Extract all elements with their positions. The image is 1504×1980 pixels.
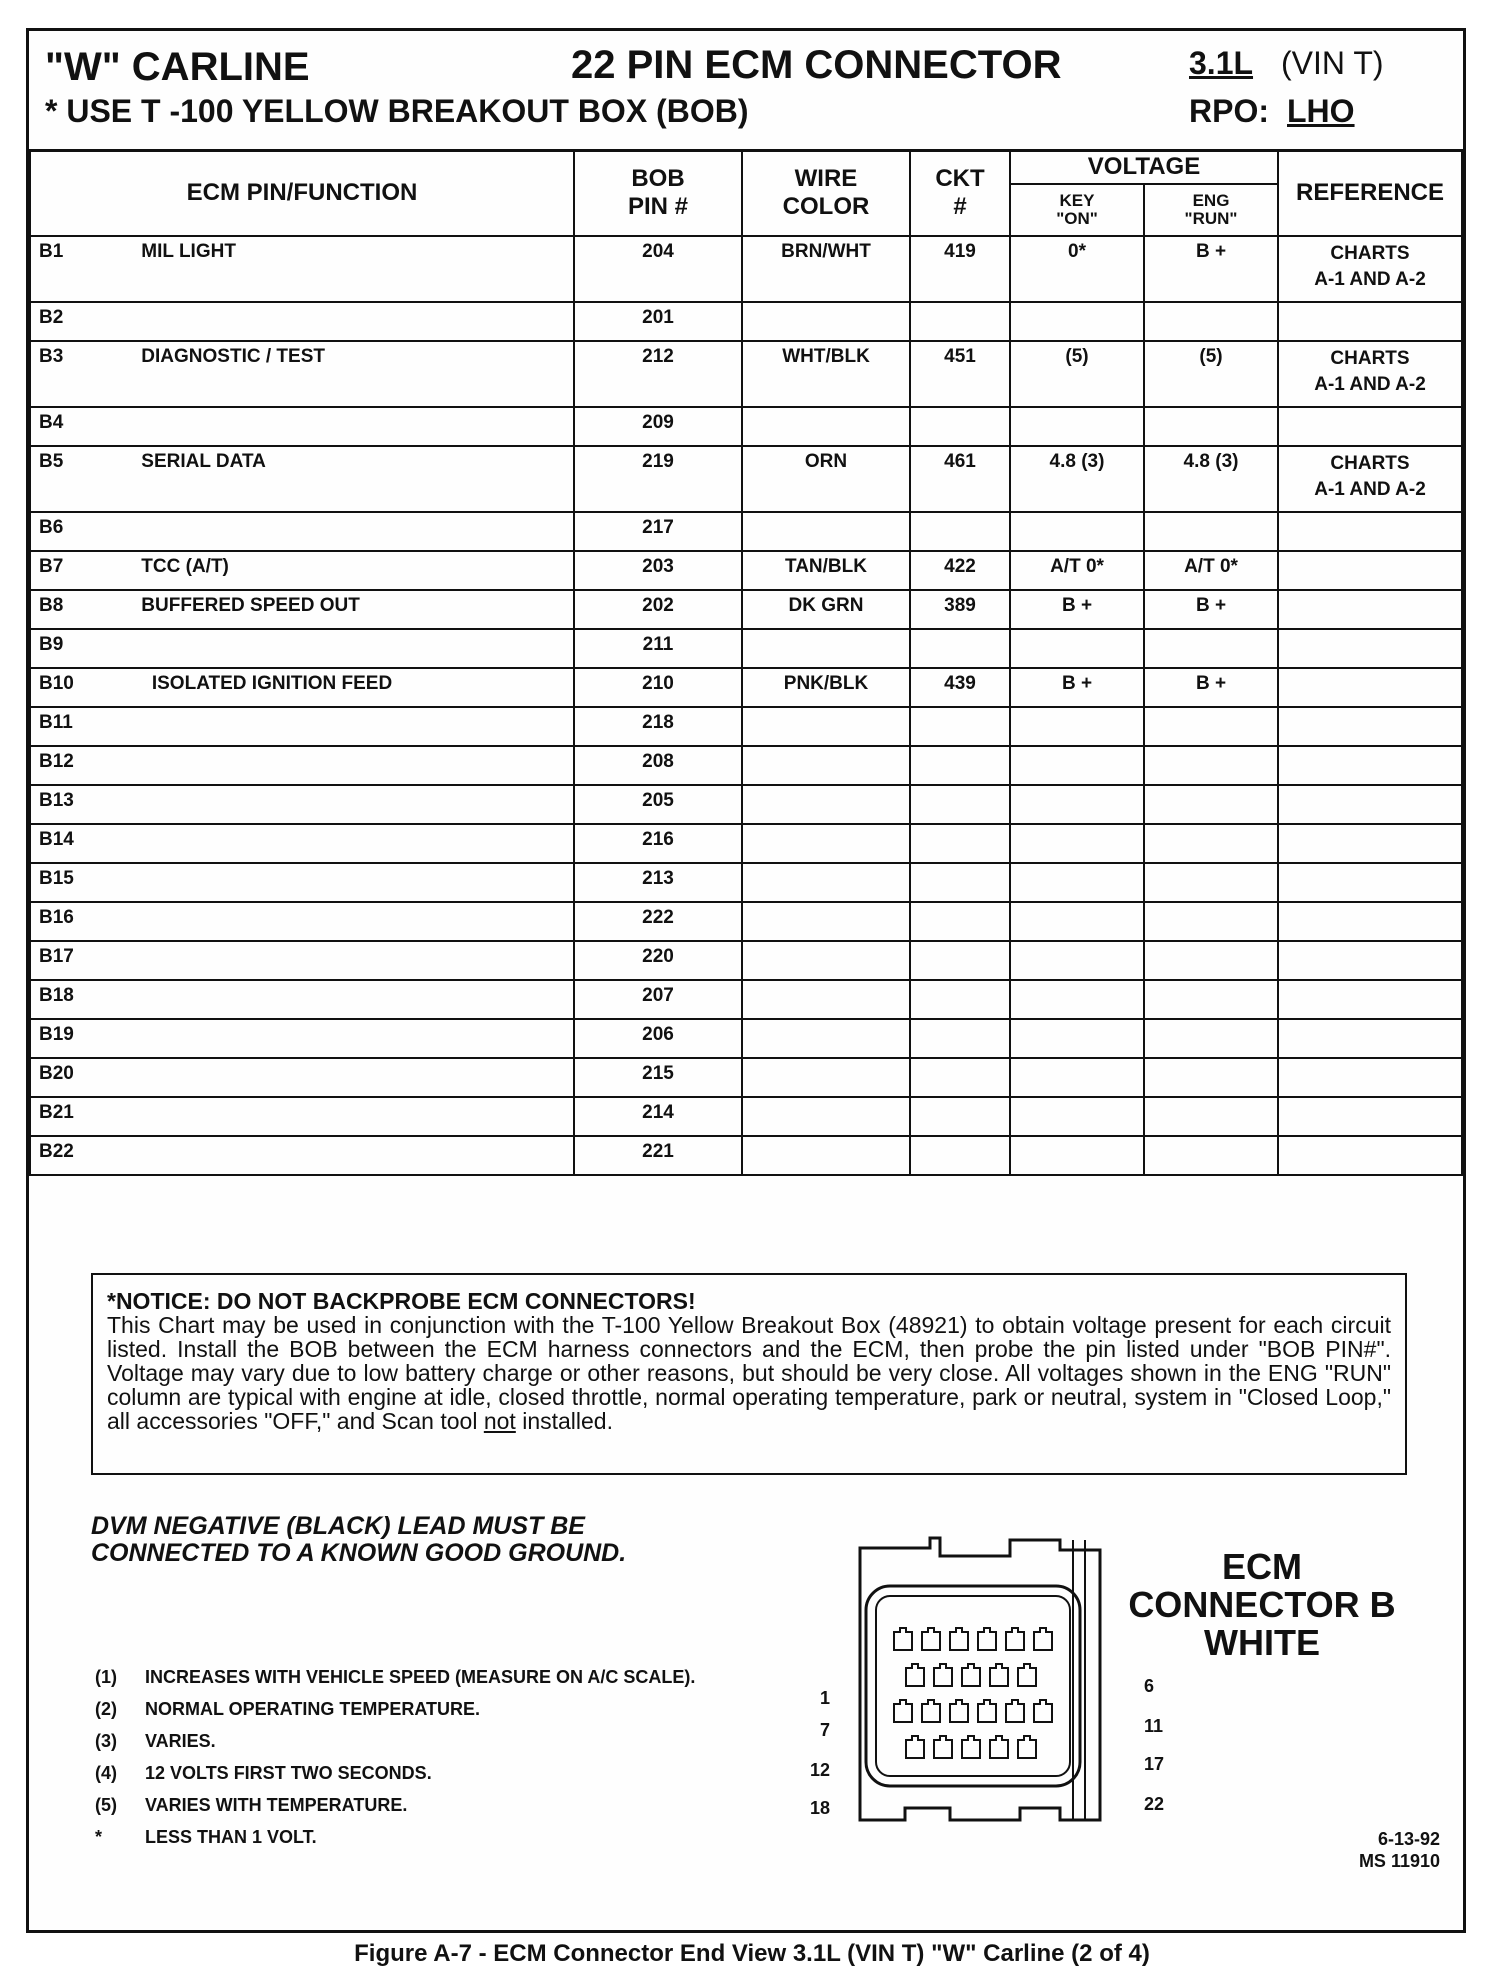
eng-run-cell [1144,902,1278,941]
ckt-cell [910,1097,1010,1136]
connector-diagram [820,1530,1120,1830]
eng-run-cell [1144,512,1278,551]
pin-cell: B6 [30,512,574,551]
table-row [30,941,1462,980]
pin-cell: B2 [30,302,574,341]
pin-label-1: 1 [820,1688,831,1708]
ckt-cell [910,824,1010,863]
pin-cavities [894,1628,1052,1758]
bob-pin-cell: 217 [574,512,742,551]
reference-cell [1278,707,1462,746]
notice-heading: *NOTICE: DO NOT BACKPROBE ECM CONNECTORS! [107,1288,696,1314]
key-on-cell [1010,980,1144,1019]
table-row [30,1136,1462,1175]
wire-color-cell: BRN/WHT [742,236,910,302]
key-on-cell [1010,1058,1144,1097]
wire-color-cell [742,1019,910,1058]
notice-body: This Chart may be used in conjunction with the T-100 Yellow Breakout Box (48921) to obtain voltage present for each circuit listed. Install the BOB between the ECM harness connectors and the ECM, then probe the pin listed under "BOB PIN#". Voltage may vary due to low battery charge or other reasons, but should be very close. All voltages shown in the ENG "RUN" column are typical with engine at idle, closed throttle, normal operating temperature, park or neutral, system in "Closed Loop," all accessories "OFF," and Scan tool not installed. [107,1312,1391,1434]
bob-pin-cell: 205 [574,785,742,824]
pin-cavity [1006,1628,1024,1650]
key-on-cell [1010,707,1144,746]
ckt-cell: 451 [910,341,1010,407]
reference-cell [1278,590,1462,629]
reference-cell [1278,1097,1462,1136]
wire-color-cell [742,1058,910,1097]
reference-cell: CHARTS A-1 AND A-2 [1278,341,1462,407]
wire-color-cell: DK GRN [742,590,910,629]
key-on-cell: B + [1010,668,1144,707]
table-row [30,236,1462,302]
engine-label: 3.1L [1189,45,1254,81]
pin-table [29,149,1463,1176]
key-on-cell [1010,1019,1144,1058]
reference-cell [1278,980,1462,1019]
dvm-warning: DVM NEGATIVE (BLACK) LEAD MUST BE CONNECTED TO A KNOWN GOOD GROUND. [91,1512,627,1567]
eng-run-cell: B + [1144,668,1278,707]
bob-pin-cell: 207 [574,980,742,1019]
table-row [30,707,1462,746]
bob-pin-cell: 202 [574,590,742,629]
table-row [30,980,1462,1019]
pin-cavity [1034,1700,1052,1722]
chart-sheet: "W" CARLINE * USE T -100 YELLOW BREAKOUT BOX (BOB) 22 PIN ECM CONNECTOR 3.1L (VIN T) RPO: LHO ECM PIN/FUNCTION BOB PIN # WIRE COLOR CKT # VOLTAGE REFERENCE KEY "ON" ENG "RUN" B1 MIL LIGHT 204 BRN/WHT 419 0* B + CHARTS A-1 AND A-2 B2 201 B3 DIAGNOSTIC / TEST 212 WHT/BLK 451 (5) (5) CHARTS A-1 AND A-2 B4 209 B5 SERIAL DATA 219 ORN 461 4.8 (3) 4.8 (3) CHARTS A-1 AND A-2 B6 217 B7 TCC (A/T) 203 TAN/BLK 422 A/T 0* A/T 0* B8 BUFFERED SPEED OUT 202 DK GRN 389 B + B + B9 211 B10 ISOLATED IGNITION FEED 210 PNK/BLK 439 B + B + B11 218 B12 208 B13 205 B14 216 B15 213 B16 222 B17 220 B18 207 B19 206 B20 215 B21 214 B22 221 *NOTICE: DO NOT BACKPROBE ECM CONNECTORS! This Chart may be used in conjunction with the T-100 Yellow Breakout Box (48921) to obtain voltage present for each circuit listed. Install the BOB between the ECM harness connectors and the ECM, then probe the pin listed under "BOB PIN#". Voltage may vary due to low battery charge or other reasons, but should be very close. All voltages shown in the ENG "RUN" column are typical with engine at idle, closed throttle, normal operating temperature, park or neutral, system in "Closed Loop," all accessories "OFF," and Scan tool not installed. DVM NEGATIVE (BLACK) LEAD MUST BE CONNECTED TO A KNOWN GOOD GROUND. (1) INCREASES WITH VEHICLE SPEED (MEASURE ON A/C SCALE). (2) NORMAL OPERATING TEMPERATURE. (3) VARIES. (4) 12 VOLTS FIRST TWO SECONDS. (5) VARIES WITH TEMPERATURE. * LESS THAN 1 VOLT. [26,28,1466,1933]
table-row [30,1019,1462,1058]
pin-cavity [1018,1736,1036,1758]
pin-cavity [906,1736,924,1758]
ckt-cell [910,980,1010,1019]
ckt-cell [910,746,1010,785]
key-on-cell: 0* [1010,236,1144,302]
key-on-cell: B + [1010,590,1144,629]
bob-pin-cell: 213 [574,863,742,902]
wire-color-cell [742,407,910,446]
table-row [30,446,1462,512]
pin-cell: B20 [30,1058,574,1097]
key-on-cell [1010,941,1144,980]
key-on-cell [1010,785,1144,824]
bob-pin-cell: 219 [574,446,742,512]
pin-cell: B18 [30,980,574,1019]
key-on-cell [1010,902,1144,941]
eng-run-cell: (5) [1144,341,1278,407]
col-bob-pin: BOB PIN # [574,150,742,236]
pin-cell: B17 [30,941,574,980]
bob-pin-cell: 220 [574,941,742,980]
pin-cell: B5 SERIAL DATA [30,446,574,512]
table-row [30,341,1462,407]
reference-cell [1278,746,1462,785]
pin-cavity [962,1664,980,1686]
table-row [30,1097,1462,1136]
col-key-on: KEY "ON" [1010,184,1144,236]
bob-pin-cell: 222 [574,902,742,941]
wire-color-cell [742,1136,910,1175]
key-on-cell: 4.8 (3) [1010,446,1144,512]
wire-color-cell [742,746,910,785]
reference-cell [1278,407,1462,446]
key-on-cell [1010,1097,1144,1136]
key-on-cell [1010,746,1144,785]
key-on-cell: A/T 0* [1010,551,1144,590]
ckt-cell [910,902,1010,941]
connector-b-title: ECM CONNECTOR B WHITE [1128,1546,1396,1663]
table-row [30,902,1462,941]
carline-title: "W" CARLINE [45,45,310,89]
pin-label-7: 7 [820,1720,831,1740]
eng-run-cell: 4.8 (3) [1144,446,1278,512]
wire-color-cell [742,941,910,980]
pin-cell: B11 [30,707,574,746]
pin-cell: B16 [30,902,574,941]
document-id: 6-13-92 MS 11910 [1358,1829,1440,1871]
wire-color-cell [742,902,910,941]
pin-cavity [990,1664,1008,1686]
eng-run-cell [1144,824,1278,863]
pin-cavity [950,1628,968,1650]
reference-cell [1278,551,1462,590]
reference-cell [1278,863,1462,902]
wire-color-cell [742,707,910,746]
eng-run-cell [1144,302,1278,341]
reference-cell [1278,1058,1462,1097]
bob-pin-cell: 210 [574,668,742,707]
wire-color-cell [742,1097,910,1136]
pin-cell: B7 TCC (A/T) [30,551,574,590]
ckt-cell [910,941,1010,980]
eng-run-cell [1144,1019,1278,1058]
ckt-cell: 439 [910,668,1010,707]
ckt-cell [910,512,1010,551]
pin-cavity [962,1736,980,1758]
ckt-cell [910,1019,1010,1058]
ckt-cell [910,707,1010,746]
table-row [30,863,1462,902]
ckt-cell [910,302,1010,341]
reference-cell [1278,512,1462,551]
key-on-cell [1010,302,1144,341]
pin-cavity [950,1700,968,1722]
eng-run-cell: A/T 0* [1144,551,1278,590]
eng-run-cell: B + [1144,236,1278,302]
col-eng-run: ENG "RUN" [1144,184,1278,236]
wire-color-cell [742,863,910,902]
eng-run-cell [1144,941,1278,980]
pin-cavity [1018,1664,1036,1686]
bob-pin-cell: 201 [574,302,742,341]
reference-cell: CHARTS A-1 AND A-2 [1278,446,1462,512]
pin-cavity [906,1664,924,1686]
pin-cell: B10 ISOLATED IGNITION FEED [30,668,574,707]
pin-label-6: 6 [1144,1676,1155,1696]
col-voltage: VOLTAGE [1010,150,1278,184]
table-row [30,302,1462,341]
bob-pin-cell: 218 [574,707,742,746]
key-on-cell [1010,512,1144,551]
ckt-cell: 389 [910,590,1010,629]
key-on-cell [1010,824,1144,863]
pin-cavity [894,1700,912,1722]
col-pin-function: ECM PIN/FUNCTION [30,150,574,236]
key-on-cell [1010,1136,1144,1175]
table-row [30,407,1462,446]
eng-run-cell [1144,707,1278,746]
reference-cell [1278,785,1462,824]
eng-run-cell [1144,746,1278,785]
wire-color-cell: ORN [742,446,910,512]
bob-pin-cell: 216 [574,824,742,863]
pin-cell: B21 [30,1097,574,1136]
pin-cell: B4 [30,407,574,446]
bob-pin-cell: 204 [574,236,742,302]
table-row [30,1058,1462,1097]
key-on-cell [1010,407,1144,446]
reference-cell [1278,824,1462,863]
reference-cell [1278,902,1462,941]
reference-cell: CHARTS A-1 AND A-2 [1278,236,1462,302]
pin-cell: B19 [30,1019,574,1058]
table-row [30,785,1462,824]
pin-label-12: 12 [810,1760,831,1780]
figure-caption: Figure A-7 - ECM Connector End View 3.1L (VIN T) "W" Carline (2 of 4) [354,1940,1150,1967]
wire-color-cell: PNK/BLK [742,668,910,707]
ckt-cell [910,407,1010,446]
eng-run-cell [1144,629,1278,668]
pin-cavity [1006,1700,1024,1722]
pin-cell: B12 [30,746,574,785]
col-reference: REFERENCE [1278,150,1462,236]
reference-cell [1278,668,1462,707]
wire-color-cell [742,302,910,341]
pin-cell: B3 DIAGNOSTIC / TEST [30,341,574,407]
pin-cell: B14 [30,824,574,863]
reference-cell [1278,629,1462,668]
wire-color-cell [742,980,910,1019]
table-row [30,590,1462,629]
col-ckt: CKT # [910,150,1010,236]
table-row [30,512,1462,551]
bob-instruction: * USE T -100 YELLOW BREAKOUT BOX (BOB) [45,93,749,129]
bob-pin-cell: 211 [574,629,742,668]
table-row [30,746,1462,785]
pin-label-17: 17 [1144,1754,1165,1774]
pin-cavity [922,1628,940,1650]
bob-pin-cell: 221 [574,1136,742,1175]
bob-pin-cell: 214 [574,1097,742,1136]
reference-cell [1278,1136,1462,1175]
ckt-cell [910,863,1010,902]
ckt-cell [910,1136,1010,1175]
ckt-cell [910,1058,1010,1097]
key-on-cell [1010,863,1144,902]
pin-label-11: 11 [1144,1716,1164,1736]
bob-pin-cell: 215 [574,1058,742,1097]
bob-pin-cell: 209 [574,407,742,446]
wire-color-cell [742,824,910,863]
bob-pin-cell: 212 [574,341,742,407]
pin-label-18: 18 [810,1798,831,1818]
table-row [30,629,1462,668]
eng-run-cell [1144,785,1278,824]
pin-cell: B13 [30,785,574,824]
pin-cell: B8 BUFFERED SPEED OUT [30,590,574,629]
pin-label-22: 22 [1144,1794,1165,1814]
ckt-cell [910,785,1010,824]
pin-cell: B22 [30,1136,574,1175]
wire-color-cell [742,512,910,551]
notice-box [91,1273,1407,1475]
bob-pin-cell: 208 [574,746,742,785]
pin-cell: B1 MIL LIGHT [30,236,574,302]
col-wire-color: WIRE COLOR [742,150,910,236]
connector-title: 22 PIN ECM CONNECTOR [571,43,1062,87]
wire-color-cell: WHT/BLK [742,341,910,407]
pin-cavity [978,1700,996,1722]
reference-cell [1278,1019,1462,1058]
pin-cell: B9 [30,629,574,668]
pin-cavity [934,1736,952,1758]
ckt-cell: 461 [910,446,1010,512]
key-on-cell [1010,629,1144,668]
table-row [30,551,1462,590]
pin-cavity [978,1628,996,1650]
eng-run-cell: B + [1144,590,1278,629]
pin-cavity [894,1628,912,1650]
wire-color-cell [742,629,910,668]
ckt-cell [910,629,1010,668]
eng-run-cell [1144,863,1278,902]
reference-cell [1278,302,1462,341]
vin-label: (VIN T) [1281,45,1384,81]
rpo-value: LHO [1287,93,1355,129]
header [29,31,1463,152]
ckt-cell: 422 [910,551,1010,590]
pin-cell: B15 [30,863,574,902]
ckt-cell: 419 [910,236,1010,302]
pin-cavity [934,1664,952,1686]
table-row [30,668,1462,707]
eng-run-cell [1144,1058,1278,1097]
eng-run-cell [1144,1136,1278,1175]
eng-run-cell [1144,407,1278,446]
rpo-label: RPO: [1189,93,1269,129]
pin-cavity [922,1700,940,1722]
wire-color-cell: TAN/BLK [742,551,910,590]
bob-pin-cell: 203 [574,551,742,590]
table-row [30,824,1462,863]
pin-cavity [1034,1628,1052,1650]
eng-run-cell [1144,1097,1278,1136]
reference-cell [1278,941,1462,980]
eng-run-cell [1144,980,1278,1019]
bob-pin-cell: 206 [574,1019,742,1058]
wire-color-cell [742,785,910,824]
key-on-cell: (5) [1010,341,1144,407]
pin-cavity [990,1736,1008,1758]
